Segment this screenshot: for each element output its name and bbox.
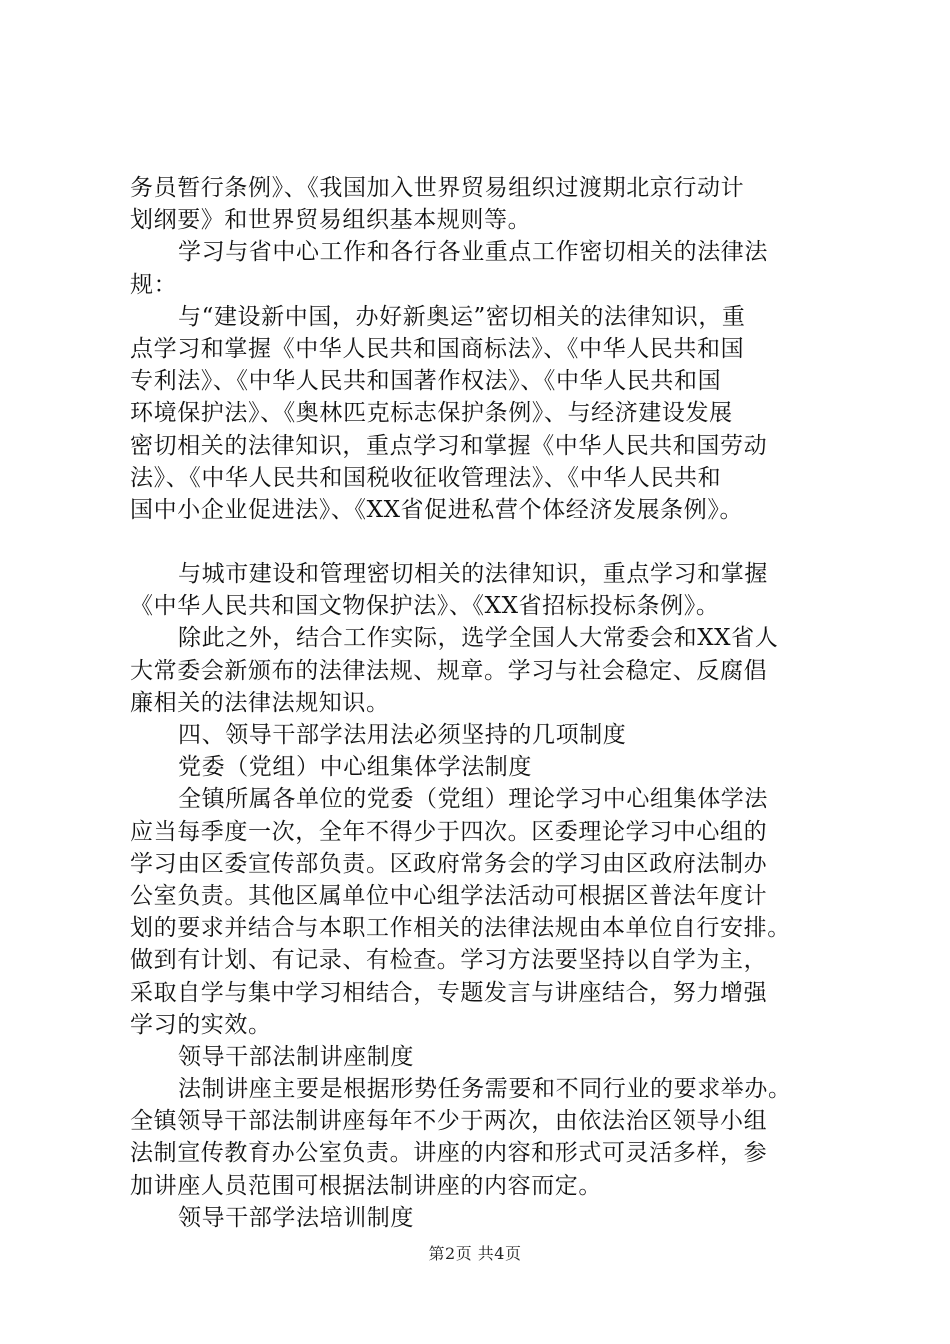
text-line: 做到有计划、有记录、有检查。学习方法要坚持以自学为主，	[130, 947, 768, 974]
text-line: 密切相关的法律知识，重点学习和掌握《中华人民共和国劳动	[130, 432, 768, 459]
text-line: 《中华人民共和国文物保护法》、《XX省招标投标条例》。	[130, 593, 720, 620]
subsection-heading: 领导干部学法培训制度	[178, 1204, 414, 1231]
paragraph-start: 除此之外，结合工作实际，选学全国人大常委会和XX省人	[178, 625, 779, 652]
text-line: 法》、《中华人民共和国税收征收管理法》、《中华人民共和	[130, 464, 722, 491]
paragraph-start: 与城市建设和管理密切相关的法律知识，重点学习和掌握	[178, 561, 768, 588]
text-line: 划的要求并结合与本职工作相关的法律法规由本单位自行安排。	[130, 915, 791, 942]
text-line: 学习的实效。	[130, 1011, 272, 1038]
text-line: 点学习和掌握《中华人民共和国商标法》、《中华人民共和国	[130, 335, 745, 362]
paragraph-start: 学习与省中心工作和各行各业重点工作密切相关的法律法	[178, 239, 768, 266]
subsection-heading: 党委（党组）中心组集体学法制度	[178, 754, 532, 781]
paragraph-start: 与“建设新中国，办好新奥运”密切相关的法律知识，重	[178, 303, 746, 330]
text-line: 廉相关的法律法规知识。	[130, 689, 390, 716]
paragraph-start: 全镇所属各单位的党委（党组）理论学习中心组集体学法	[178, 786, 768, 813]
text-line: 学习由区委宣传部负责。区政府常务会的学习由区政府法制办	[130, 850, 768, 877]
text-line: 务员暂行条例》、《我国加入世界贸易组织过渡期北京行动计	[130, 175, 745, 201]
text-line: 大常委会新颁布的法律法规、规章。学习与社会稳定、反腐倡	[130, 657, 768, 684]
text-line: 法制宣传教育办公室负责。讲座的内容和形式可灵活多样，参	[130, 1140, 768, 1167]
text-line: 采取自学与集中学习相结合，专题发言与讲座结合，努力增强	[130, 979, 768, 1006]
text-line: 公室负责。其他区属单位中心组学法活动可根据区普法年度计	[130, 882, 768, 909]
text-line: 环境保护法》、《奥林匹克标志保护条例》、与经济建设发展	[130, 400, 733, 427]
section-heading: 四、领导干部学法用法必须坚持的几项制度	[178, 722, 627, 748]
text-line: 国中小企业促进法》、《XX省促进私营个体经济发展条例》。	[130, 496, 744, 523]
subsection-heading: 领导干部法制讲座制度	[178, 1043, 414, 1070]
text-line: 加讲座人员范围可根据法制讲座的内容而定。	[130, 1172, 602, 1199]
text-line: 全镇领导干部法制讲座每年不少于两次，由依法治区领导小组	[130, 1108, 768, 1135]
text-line: 划纲要》和世界贸易组织基本规则等。	[130, 207, 532, 234]
blank-line	[130, 526, 835, 558]
paragraph-start: 法制讲座主要是根据形势任务需要和不同行业的要求举办。	[178, 1076, 792, 1103]
text-line: 规：	[130, 271, 178, 298]
text-line: 专利法》、《中华人民共和国著作权法》、《中华人民共和国	[130, 368, 722, 395]
page-number-footer: 第2页 共4页	[428, 1244, 522, 1263]
text-line: 应当每季度一次，全年不得少于四次。区委理论学习中心组的	[130, 818, 768, 845]
document-body	[130, 172, 835, 1234]
